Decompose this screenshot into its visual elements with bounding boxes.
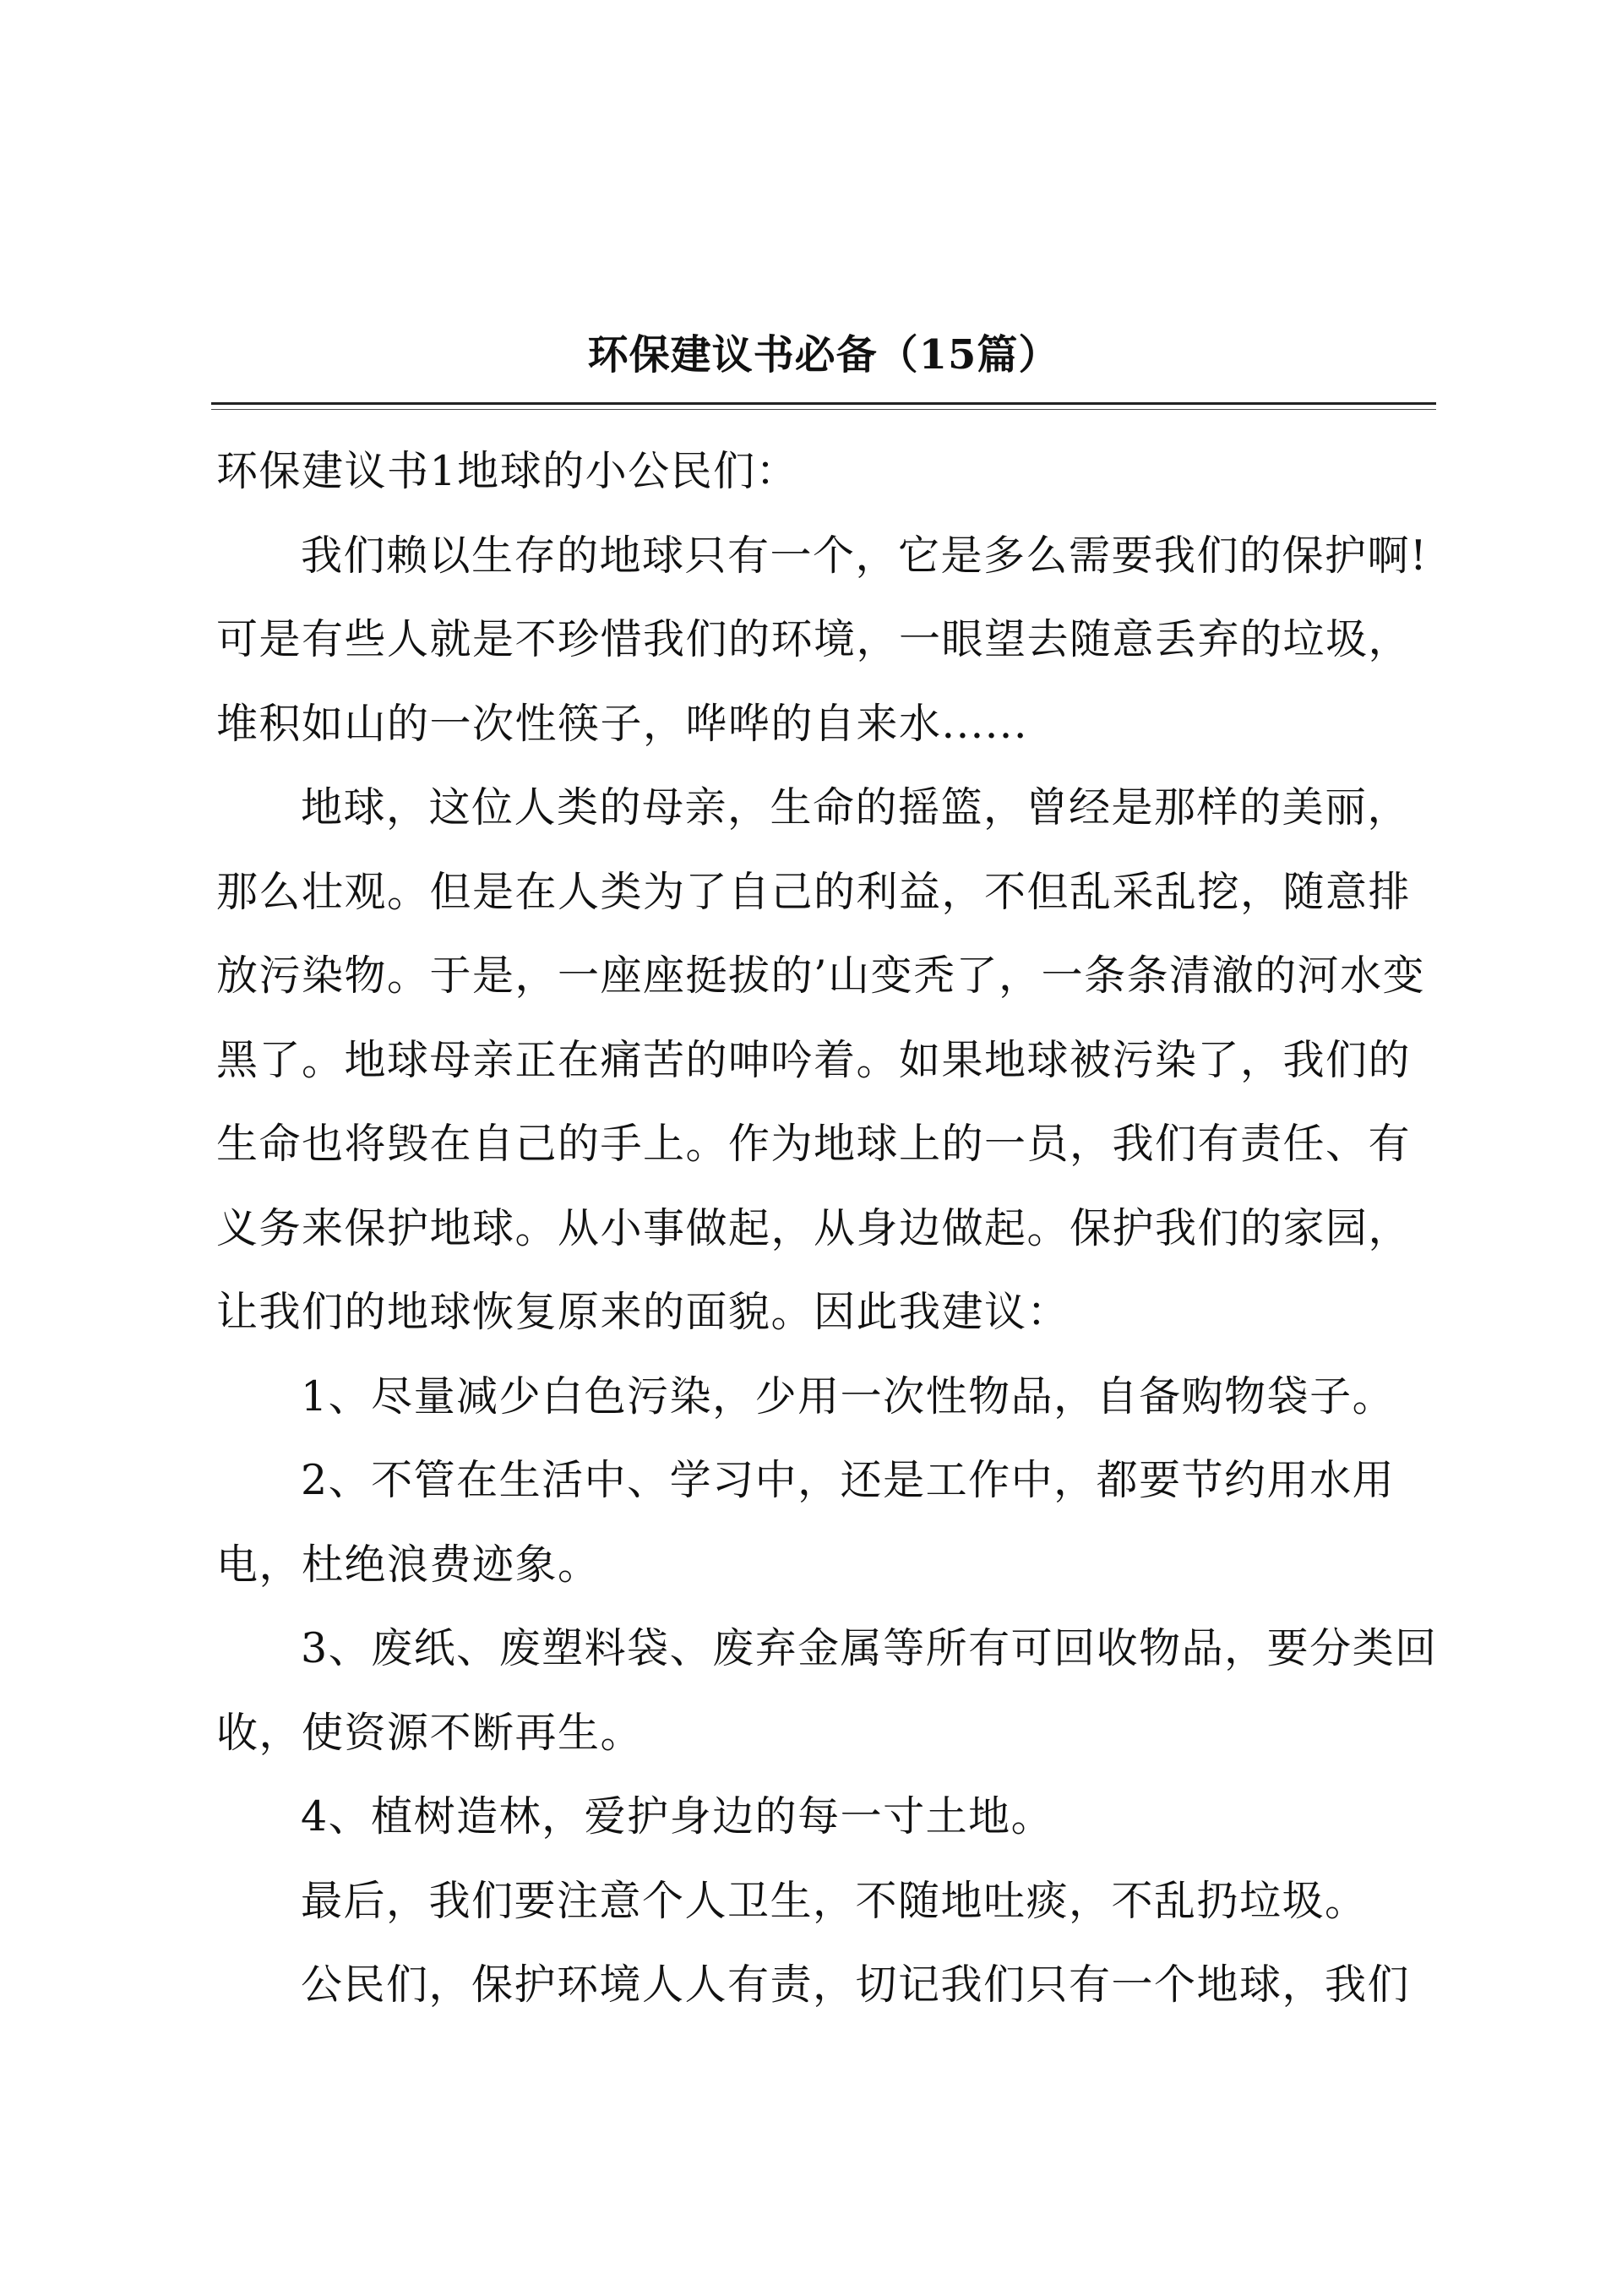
title-underline-thick [211, 402, 1436, 405]
salutation-paragraph: 环保建议书1地球的小公民们： [216, 447, 799, 495]
suggestion-item: 4、植树造林，爱护身边的每一寸土地。 [301, 1792, 1054, 1841]
body-paragraph: 公民们，保护环境人人有责，切记我们只有一个地球，我们 [301, 1961, 1411, 2009]
suggestion-item: 1、尽量减少白色污染，少用一次性物品，自备购物袋子。 [301, 1372, 1396, 1421]
page-title: 环保建议书必备（15篇） [587, 331, 1060, 379]
body-paragraph: 最后，我们要注意个人卫生，不随地吐痰，不乱扔垃圾。 [301, 1876, 1368, 1925]
suggestion-item: 3、废纸、废塑料袋、废弃金属等所有可回收物品，要分类回收，使资源不断再生。 [216, 1624, 1438, 1757]
document-body [216, 429, 1441, 2027]
title-underline-thin [211, 409, 1436, 410]
suggestion-item: 2、不管在生活中、学习中，还是工作中，都要节约用水用电，杜绝浪费迹象。 [216, 1456, 1396, 1589]
body-paragraph: 地球，这位人类的母亲，生命的摇篮，曾经是那样的美丽，那么壮观。但是在人类为了自己的利益，不但乱采乱挖，随意排放污染物。于是，一座座挺拔的’山变秃了，一条条清澈的河水变黑了。地球母亲正在痛苦的呻吟着。如果地球被污染了，我们的生命也将毁在自己的手上。作为地球上的一员，我们有责任、有义务来保护地球。从小事做起，从身边做起。保护我们的家园，让我们的地球恢复原来的面貌。因此我建议： [216, 783, 1426, 1336]
body-paragraph: 我们赖以生存的地球只有一个，它是多么需要我们的保护啊!可是有些人就是不珍惜我们的环境，一眼望去随意丢弃的垃圾，堆积如山的一次性筷子，哗哗的自来水...... [216, 531, 1429, 748]
